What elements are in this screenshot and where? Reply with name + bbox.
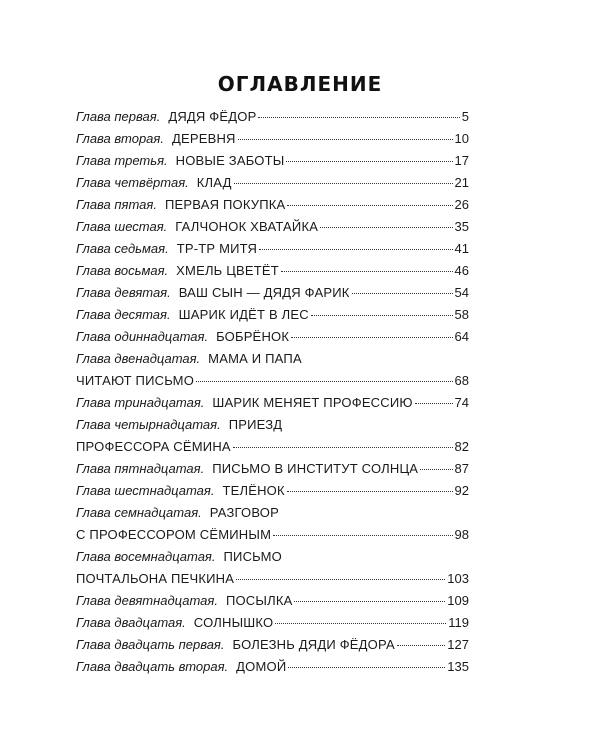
chapter-number: Глава первая. bbox=[76, 109, 161, 124]
chapter-number: Глава двенадцатая. bbox=[76, 351, 201, 366]
chapter-title: РАЗГОВОР bbox=[209, 505, 279, 520]
toc-entry bbox=[76, 348, 469, 392]
page-number: 54 bbox=[454, 285, 469, 300]
chapter-number: Глава восемнадцатая. bbox=[76, 549, 216, 564]
dot-leader bbox=[294, 601, 445, 602]
chapter-number: Глава девятнадцатая. bbox=[76, 593, 218, 608]
chapter-title: БОБРЁНОК bbox=[216, 329, 290, 344]
chapter-title: ПРИЕЗД bbox=[228, 417, 283, 432]
toc-entry bbox=[76, 172, 469, 194]
chapter-title-continued: ЧИТАЮТ ПИСЬМО bbox=[76, 373, 195, 388]
page-number: 35 bbox=[454, 219, 469, 234]
chapter-number: Глава вторая. bbox=[76, 131, 164, 146]
dot-leader bbox=[287, 491, 453, 492]
dot-leader bbox=[286, 161, 452, 162]
page-number: 46 bbox=[454, 263, 469, 278]
dot-leader bbox=[273, 535, 452, 536]
chapter-number: Глава двадцать вторая. bbox=[76, 659, 229, 674]
toc-entry bbox=[76, 480, 469, 502]
dot-leader bbox=[320, 227, 452, 228]
chapter-number: Глава шестнадцатая. bbox=[76, 483, 215, 498]
toc-entry bbox=[76, 326, 469, 348]
dot-leader bbox=[397, 645, 445, 646]
dot-leader bbox=[311, 315, 453, 316]
toc-entry bbox=[76, 304, 469, 326]
chapter-title: ТЕЛЁНОК bbox=[222, 483, 285, 498]
toc-entry bbox=[76, 194, 469, 216]
toc-entry bbox=[76, 106, 469, 128]
chapter-title: ДЕРЕВНЯ bbox=[171, 131, 236, 146]
page-number: 98 bbox=[454, 527, 469, 542]
chapter-number: Глава пятая. bbox=[76, 197, 157, 212]
page-number: 127 bbox=[447, 637, 469, 652]
chapter-title: МАМА И ПАПА bbox=[208, 351, 302, 366]
chapter-number: Глава седьмая. bbox=[76, 241, 169, 256]
dot-leader bbox=[259, 249, 452, 250]
page-number: 82 bbox=[454, 439, 469, 454]
page-number: 87 bbox=[454, 461, 469, 476]
chapter-number: Глава одиннадцатая. bbox=[76, 329, 209, 344]
chapter-title: ПЕРВАЯ ПОКУПКА bbox=[164, 197, 286, 212]
dot-leader bbox=[233, 447, 453, 448]
chapter-number: Глава двадцатая. bbox=[76, 615, 186, 630]
page-number: 41 bbox=[454, 241, 469, 256]
chapter-title: ШАРИК ИДЁТ В ЛЕС bbox=[178, 307, 309, 322]
page-number: 135 bbox=[447, 659, 469, 674]
chapter-title: НОВЫЕ ЗАБОТЫ bbox=[175, 153, 285, 168]
page-number: 74 bbox=[454, 395, 469, 410]
toc-entry bbox=[76, 458, 469, 480]
dot-leader bbox=[275, 623, 446, 624]
dot-leader bbox=[281, 271, 453, 272]
page-number: 10 bbox=[454, 131, 469, 146]
chapter-number: Глава четырнадцатая. bbox=[76, 417, 221, 432]
chapter-number: Глава третья. bbox=[76, 153, 168, 168]
toc-entry bbox=[76, 634, 469, 656]
page-number: 5 bbox=[461, 109, 469, 124]
toc-entry bbox=[76, 128, 469, 150]
page-number: 119 bbox=[448, 615, 469, 630]
page-number: 109 bbox=[447, 593, 469, 608]
toc-entry bbox=[76, 612, 469, 634]
dot-leader bbox=[238, 139, 453, 140]
dot-leader bbox=[420, 469, 452, 470]
toc-entry bbox=[76, 216, 469, 238]
chapter-number: Глава пятнадцатая. bbox=[76, 461, 205, 476]
page-number: 92 bbox=[454, 483, 469, 498]
chapter-number: Глава шестая. bbox=[76, 219, 168, 234]
toc-entry bbox=[76, 414, 469, 458]
toc-entry bbox=[76, 238, 469, 260]
chapter-title: ПОСЫЛКА bbox=[225, 593, 293, 608]
dot-leader bbox=[291, 337, 452, 338]
chapter-number: Глава четвёртая. bbox=[76, 175, 189, 190]
chapter-title: КЛАД bbox=[196, 175, 232, 190]
chapter-title: ТР-ТР МИТЯ bbox=[176, 241, 258, 256]
chapter-title: ГАЛЧОНОК ХВАТАЙКА bbox=[175, 219, 319, 234]
chapter-title: БОЛЕЗНЬ ДЯДИ ФЁДОРА bbox=[232, 637, 395, 652]
toc-entry bbox=[76, 656, 469, 678]
toc-entry bbox=[76, 150, 469, 172]
dot-leader bbox=[415, 403, 453, 404]
toc-entry bbox=[76, 260, 469, 282]
toc-entry bbox=[76, 546, 469, 590]
page-number: 58 bbox=[454, 307, 469, 322]
dot-leader bbox=[288, 667, 445, 668]
dot-leader bbox=[196, 381, 453, 382]
chapter-number: Глава семнадцатая. bbox=[76, 505, 202, 520]
chapter-number: Глава десятая. bbox=[76, 307, 171, 322]
page-number: 21 bbox=[454, 175, 469, 190]
dot-leader bbox=[287, 205, 452, 206]
chapter-title: СОЛНЫШКО bbox=[193, 615, 274, 630]
chapter-title: ХМЕЛЬ ЦВЕТЁТ bbox=[176, 263, 279, 278]
chapter-title-continued: ПОЧТАЛЬОНА ПЕЧКИНА bbox=[76, 571, 235, 586]
page-number: 68 bbox=[454, 373, 469, 388]
toc-entry bbox=[76, 502, 469, 546]
chapter-number: Глава девятая. bbox=[76, 285, 171, 300]
page-number: 26 bbox=[454, 197, 469, 212]
page-title: ОГЛАВЛЕНИЕ bbox=[217, 72, 383, 96]
toc-entry bbox=[76, 590, 469, 612]
chapter-number: Глава восьмая. bbox=[76, 263, 169, 278]
page-number: 17 bbox=[454, 153, 469, 168]
toc-entry bbox=[76, 392, 469, 414]
dot-leader bbox=[234, 183, 453, 184]
chapter-title: ДЯДЯ ФЁДОР bbox=[168, 109, 257, 124]
dot-leader bbox=[258, 117, 459, 118]
page-number: 64 bbox=[454, 329, 469, 344]
chapter-title-continued: С ПРОФЕССОРОМ СЁМИНЫМ bbox=[76, 527, 272, 542]
chapter-title: ВАШ СЫН — ДЯДЯ ФАРИК bbox=[178, 285, 350, 300]
page-number: 103 bbox=[447, 571, 469, 586]
dot-leader bbox=[352, 293, 453, 294]
chapter-number: Глава тринадцатая. bbox=[76, 395, 205, 410]
toc-entry bbox=[76, 282, 469, 304]
table-of-contents bbox=[76, 106, 469, 678]
chapter-title: ШАРИК МЕНЯЕТ ПРОФЕССИЮ bbox=[212, 395, 413, 410]
chapter-title-continued: ПРОФЕССОРА СЁМИНА bbox=[76, 439, 231, 454]
chapter-number: Глава двадцать первая. bbox=[76, 637, 225, 652]
chapter-title: ПИСЬМО bbox=[223, 549, 282, 564]
chapter-title: ДОМОЙ bbox=[236, 659, 287, 674]
dot-leader bbox=[236, 579, 445, 580]
chapter-title: ПИСЬМО В ИНСТИТУТ СОЛНЦА bbox=[212, 461, 419, 476]
